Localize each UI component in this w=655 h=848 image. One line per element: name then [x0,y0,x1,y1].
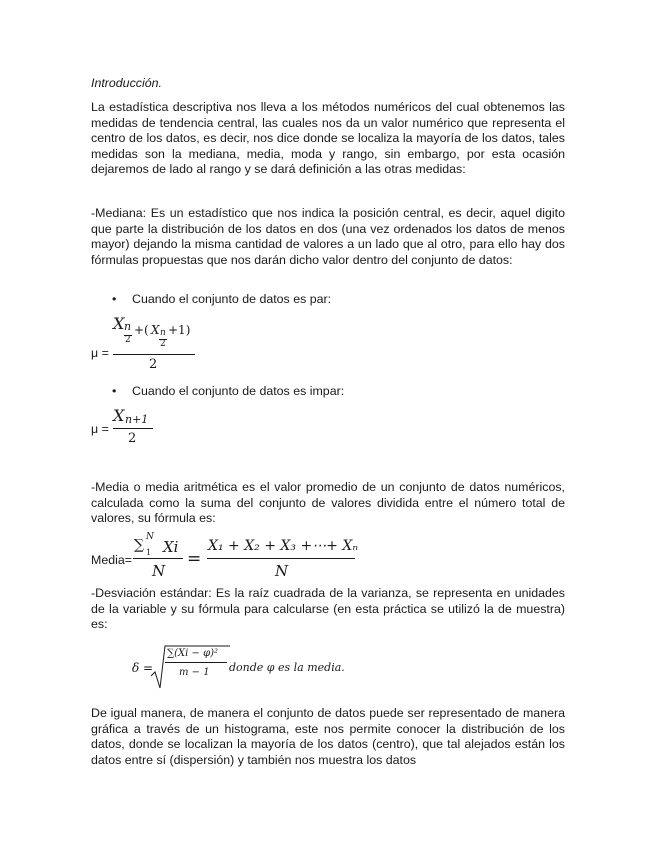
median-paragraph: -Mediana: Es un estadístico que nos indica la posición central, es decir, aquel digito que parte la distribución de los datos en dos (una vez ordenados los datos de menos mayor) dejando la misma cantidad de valores a un lado que al otro, para ello hay dos fórmulas propuestas que nos darán dicho valor dentro del conjunto de datos: [91,206,565,267]
even-n-sub: n [124,320,132,333]
even-two-sub-1: 2 [125,335,131,345]
bullet-odd-label: Cuando el conjunto de datos es impar: [132,384,345,398]
mean-left-denominator: N [152,562,166,580]
section-heading: Introducción. [91,76,162,90]
mean-right-denominator: N [275,562,289,580]
even-denominator: 2 [149,357,158,372]
mean-sigma: ∑ [134,537,144,553]
even-two-sub-2: 2 [160,339,166,349]
even-n-inner: n [160,328,166,338]
odd-x-main: X [113,406,125,425]
even-plus-open: +( [134,323,149,337]
stdev-paragraph: -Desviación estándar: Es la raíz cuadrada de la varianza, se representa en unidades de la variable y su fórmula para calcularse (en esta práctica se utilizó la de muestra) es: [91,586,565,632]
mean-expansion: X₁ + X₂ + X₃ +⋯+ Xₙ [208,538,359,554]
bullet-dot: • [112,384,117,398]
odd-fraction-bar [113,428,153,429]
mean-sum-term: Xi [163,538,179,556]
even-plus-one-close: +1) [168,323,191,337]
stdev-note: donde φ es la media. [229,661,345,674]
odd-denominator: 2 [128,431,137,446]
even-fraction-bar [113,354,195,355]
mean-right-fraction-bar [207,558,355,559]
mean-left-fraction-bar [133,558,183,559]
stdev-denominator: m − 1 [179,667,210,678]
mu-label-even: μ = [91,346,109,360]
bullet-dot: • [112,292,117,306]
mean-sum-upper: N [146,532,154,542]
mean-sum-lower: 1 [146,548,152,557]
mu-label-odd: μ = [91,422,109,436]
bullet-even-label: Cuando el conjunto de datos es par: [132,292,332,306]
stdev-numerator: ∑(Xi − φ)² [167,648,219,659]
mean-equals: = [187,549,202,569]
mean-label: Media= [91,553,132,567]
even-x-inner: X [151,323,160,337]
mean-paragraph: -Media o media aritmética es el valor promedio de un conjunto de datos numéricos, calculada como la suma del conjunto de valores dividida entre el número total de valores, su fórmula es: [91,480,565,526]
intro-paragraph: La estadística descriptiva nos lleva a los métodos numéricos del cual obtenemos las medidas de tendencia central, las cuales nos da un valor numérico que representa el centro de los datos, es decir, nos dice donde se localiza la mayoría de los datos, tales medidas son la mediana, media, moda y rango, sin embargo, por esta ocasión dejaremos de lado al rango y se dará definición a las otras medidas: [91,100,565,177]
stdev-fraction-bar [165,662,227,663]
stdev-lhs: δ = [132,661,154,675]
even-x-main: X [113,314,125,333]
closing-paragraph: De igual manera, de manera el conjunto de datos puede ser representado de manera gráfica a través de un histograma, este nos permite conocer la distribución de los datos, donde se localizan la mayoría de los datos (centro), que tal alejados están los datos entre sí (dispersión) y también nos muestra los datos [91,706,565,767]
odd-subscript: n+1 [125,413,149,426]
